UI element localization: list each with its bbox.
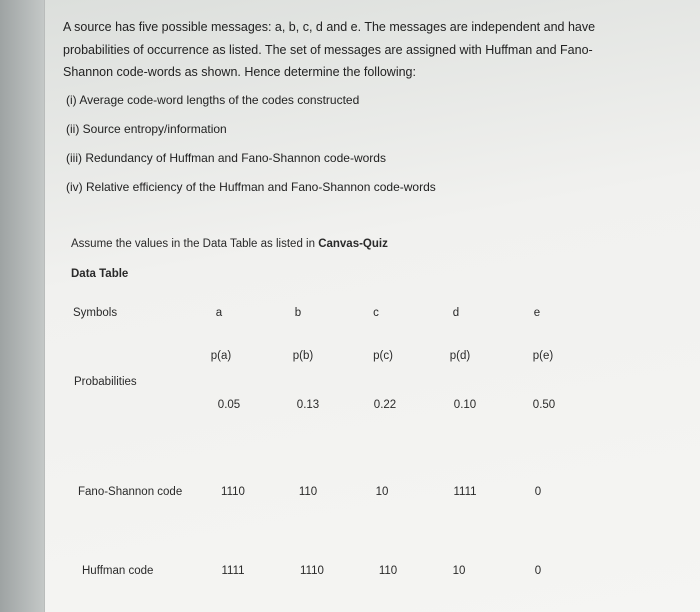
left-shadow-edge: [0, 0, 44, 612]
prob-label-cell: p(e): [532, 350, 554, 362]
fano-shannon-label: Fano-Shannon code: [78, 486, 183, 498]
prob-label-cell: p(c): [373, 350, 393, 362]
fano-code-cell: 110: [298, 486, 318, 498]
assume-text: Assume the values in the Data Table as listed in: [71, 238, 319, 250]
fano-code-cell: 1110: [221, 486, 245, 498]
assume-note: [71, 238, 388, 250]
question-2: (ii) Source entropy/information: [66, 122, 227, 136]
probabilities-label: Probabilities: [74, 376, 137, 388]
question-3: (iii) Redundancy of Huffman and Fano-Shannon code-words: [66, 151, 386, 165]
symbol-cell: d: [452, 307, 460, 319]
symbols-label: Symbols: [73, 307, 118, 319]
prob-label-cell: p(a): [210, 350, 232, 362]
document-panel: [44, 0, 700, 612]
symbol-cell: e: [533, 307, 541, 319]
fano-code-cell: 1111: [453, 486, 477, 498]
intro-line-2: probabilities of occurrence as listed. The set of messages are assigned with Huffman and Fano-: [63, 43, 593, 57]
probability-cell: 0.10: [453, 399, 477, 411]
huffman-code-cell: 110: [378, 565, 398, 577]
probability-cell: 0.50: [532, 399, 556, 411]
prob-label-cell: p(b): [292, 350, 314, 362]
huffman-code-cell: 1111: [221, 565, 245, 577]
huffman-label: Huffman code: [82, 565, 154, 577]
huffman-code-cell: 1110: [300, 565, 324, 577]
symbol-cell: b: [294, 307, 302, 319]
intro-line-1: A source has five possible messages: a, b, c, d and e. The messages are independent and have: [63, 20, 596, 34]
huffman-code-cell: 0: [534, 565, 542, 577]
question-1: (i) Average code-word lengths of the codes constructed: [66, 93, 360, 107]
assume-source: Canvas-Quiz: [318, 238, 388, 250]
probability-cell: 0.13: [296, 399, 320, 411]
question-4: (iv) Relative efficiency of the Huffman and Fano-Shannon code-words: [66, 180, 436, 194]
prob-label-cell: p(d): [449, 350, 471, 362]
symbol-cell: a: [215, 307, 223, 319]
symbol-cell: c: [373, 307, 379, 319]
fano-code-cell: 0: [534, 486, 542, 498]
fano-code-cell: 10: [375, 486, 389, 498]
probability-cell: 0.05: [217, 399, 241, 411]
probability-cell: 0.22: [373, 399, 397, 411]
intro-line-3: Shannon code-words as shown. Hence determine the following:: [63, 65, 416, 79]
huffman-code-cell: 10: [452, 565, 466, 577]
data-table-title: Data Table: [71, 268, 129, 280]
